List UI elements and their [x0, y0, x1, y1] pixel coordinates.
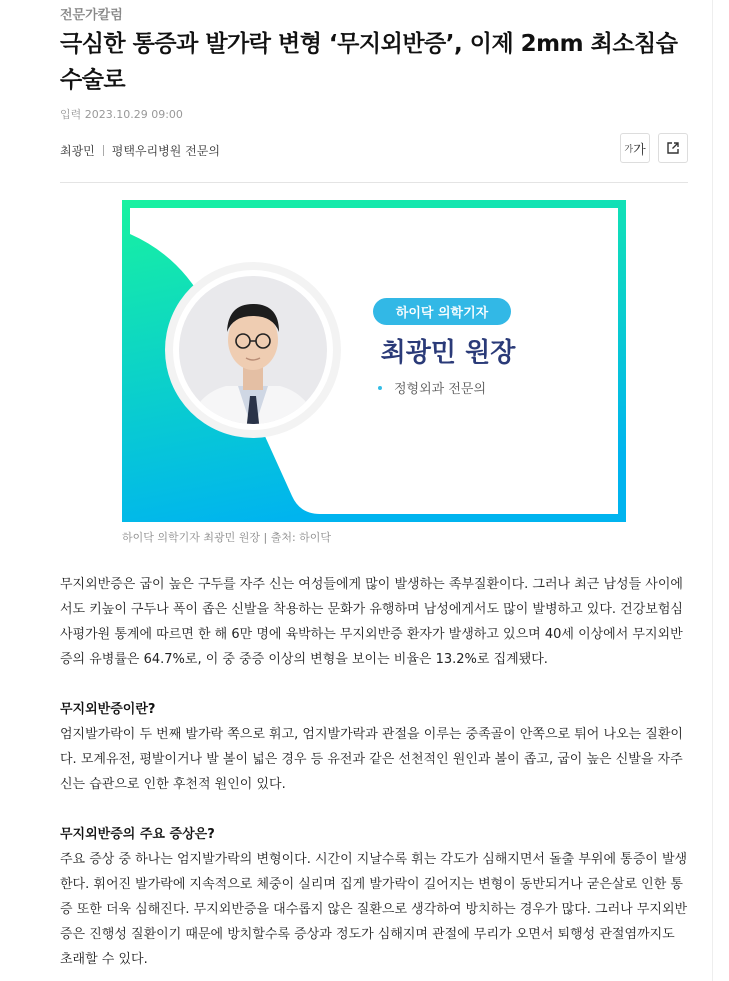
- publish-date: 입력 2023.10.29 09:00: [60, 108, 183, 121]
- hero-image: [122, 200, 626, 522]
- hero-badge-label: 하이닥 의학기자: [395, 306, 489, 321]
- share-icon: [666, 141, 680, 155]
- font-size-large-glyph: 가: [633, 142, 646, 158]
- hero-graphic: [122, 200, 626, 522]
- article-body: [60, 572, 688, 972]
- hero-specialty: 정형외과 전문의: [394, 382, 487, 397]
- font-size-button[interactable]: [620, 133, 650, 163]
- byline-divider: [103, 145, 104, 156]
- hero-doctor-name: 최광민 원장: [380, 338, 516, 368]
- article-tools: [620, 133, 688, 163]
- hero-caption: 하이닥 의학기자 최광민 원장 | 출처: 하이닥: [122, 531, 332, 544]
- definition-paragraph: 엄지발가락이 두 번째 발가락 쪽으로 휘고, 엄지발가락과 관절을 이루는 중족골이 안쪽으로 튀어 나오는 질환이다. 모계유전, 평발이거나 발 볼이 넓은 경우 등 유전과 같은 선천적인 원인과 볼이 좁고, 굽이 높은 신발을 자주 신는 습관으로 인한 후천적 원인이 있다.: [60, 727, 683, 792]
- author-affiliation: 평택우리병원 전문의: [111, 144, 220, 158]
- paragraph-gap: [60, 797, 688, 822]
- hero-bullet: [378, 386, 382, 390]
- intro-paragraph: 무지외반증은 굽이 높은 구두를 자주 신는 여성들에게 많이 발생하는 족부질환이다. 그러나 최근 남성들 사이에서도 키높이 구두나 폭이 좁은 신발을 착용하는 문화가 유행하며 남성에게서도 많이 발병하고 있다. 건강보험심사평가원 통계에 따르면 한 해 6만 명에 육박하는 무지외반증 환자가 발생하고 있으며 40세 이상에서 무지외반증의 유병률은 64.7%로, 이 중 중증 이상의 변형을 보이는 비율은 13.2%로 집계됐다.: [60, 577, 683, 667]
- section-heading-definition: 무지외반증이란?: [60, 702, 156, 717]
- font-size-small-glyph: 가: [624, 144, 634, 155]
- byline: [60, 142, 220, 159]
- paragraph-gap: [60, 672, 688, 697]
- article-title: 극심한 통증과 발가락 변형 ‘무지외반증’, 이제 2mm 최소침습수술로: [60, 31, 678, 93]
- share-button[interactable]: [658, 133, 688, 163]
- article-category[interactable]: 전문가칼럼: [60, 8, 123, 23]
- symptoms-paragraph: 주요 증상 중 하나는 엄지발가락의 변형이다. 시간이 지날수록 휘는 각도가 심해지면서 돌출 부위에 통증이 발생한다. 휘어진 발가락에 지속적으로 체중이 실리며 집게 발가락이 길어지는 변형이 동반되거나 굳은살로 인한 통증 또한 더욱 심해진다. 무지외반증을 대수롭지 않은 질환으로 생각하여 방치하는 경우가 많다. 그러나 무지외반증은 진행성 질환이기 때문에 방치할수록 증상과 정도가 심해지며 관절에 무리가 오면서 퇴행성 관절염까지도 초래할 수 있다.: [60, 852, 688, 967]
- section-heading-symptoms: 무지외반증의 주요 증상은?: [60, 827, 215, 842]
- author-name[interactable]: 최광민: [60, 144, 95, 158]
- page-right-border: [712, 0, 713, 981]
- header-divider: [60, 182, 688, 183]
